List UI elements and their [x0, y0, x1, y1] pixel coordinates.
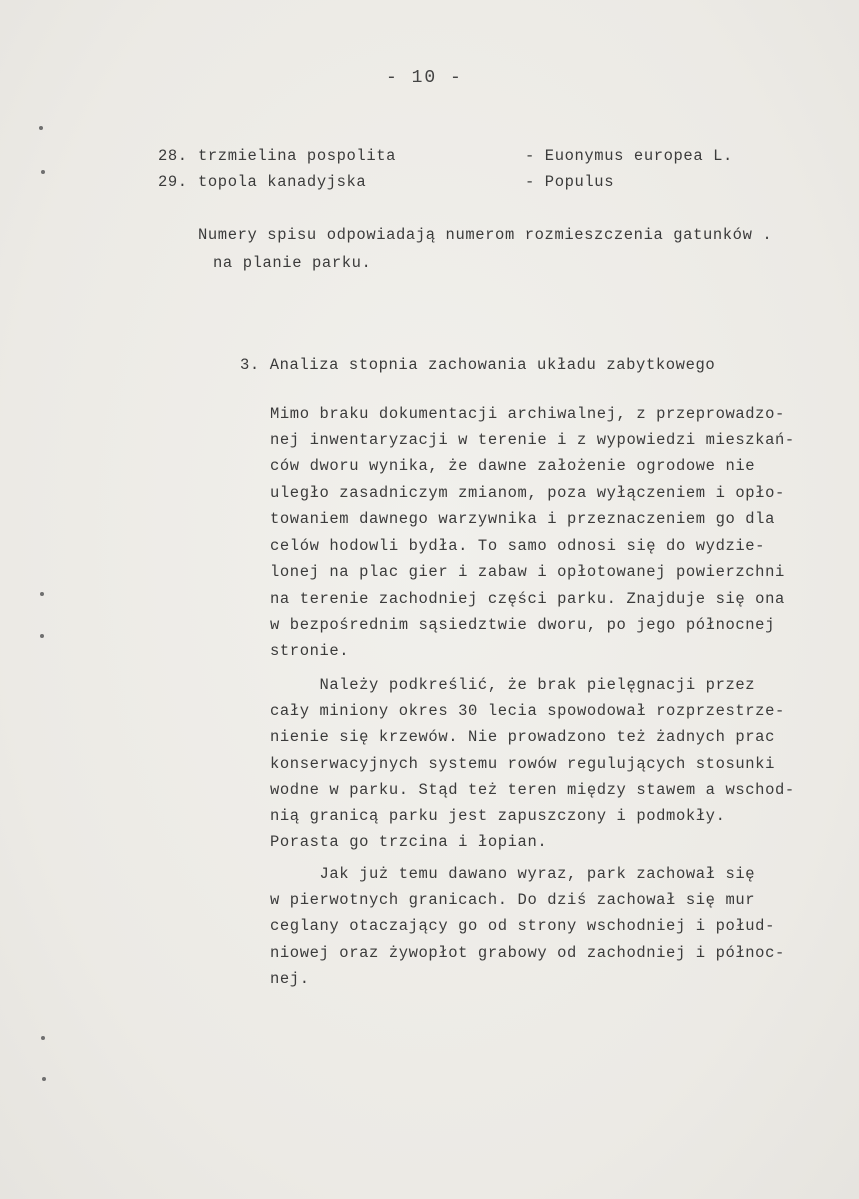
paragraph-line: Jak już temu dawano wyraz, park zachował się	[270, 865, 756, 883]
section-heading: 3. Analiza stopnia zachowania układu zabytkowego	[240, 356, 716, 374]
species-item-29	[0, 173, 859, 195]
binder-hole-mark	[42, 1077, 46, 1081]
species-number: 28.	[158, 147, 188, 165]
paragraph-line: Porasta go trzcina i łopian.	[270, 833, 548, 851]
paragraph-line: nienie się krzewów. Nie prowadzono też żadnych prac	[270, 728, 775, 746]
binder-hole-mark	[41, 170, 45, 174]
note-line: Numery spisu odpowiadają numerom rozmieszczenia gatunków .	[198, 226, 773, 244]
paragraph-line: nej.	[270, 970, 310, 988]
note-line: na planie parku.	[213, 254, 372, 272]
paragraph-line: cały miniony okres 30 lecia spowodował rozprzestrze-	[270, 702, 785, 720]
paragraph-line: konserwacyjnych systemu rowów regulujących stosunki	[270, 755, 775, 773]
binder-hole-mark	[40, 592, 44, 596]
paragraph-line: w bezpośrednim sąsiedztwie dworu, po jego północnej	[270, 616, 775, 634]
paragraph-line: Należy podkreślić, że brak pielęgnacji przez	[270, 676, 756, 694]
species-number: 29.	[158, 173, 188, 191]
species-polish-name: topola kanadyjska	[198, 173, 367, 191]
paragraph-line: Mimo braku dokumentacji archiwalnej, z przeprowadzo-	[270, 405, 785, 423]
paragraph-line: lonej na plac gier i zabaw i opłotowanej powierzchni	[270, 563, 785, 581]
species-item-28	[0, 147, 859, 169]
binder-hole-mark	[39, 126, 43, 130]
paragraph-line: celów hodowli bydła. To samo odnosi się do wydzie-	[270, 537, 766, 555]
paragraph-line: ców dworu wynika, że dawne założenie ogrodowe nie	[270, 457, 756, 475]
binder-hole-mark	[40, 634, 44, 638]
species-latin-name: - Euonymus europea L.	[525, 147, 733, 165]
paragraph-line: wodne w parku. Stąd też teren między stawem a wschod-	[270, 781, 795, 799]
paragraph-line: uległo zasadniczym zmianom, poza wyłączeniem i opło-	[270, 484, 785, 502]
paragraph-line: nią granicą parku jest zapuszczony i podmokły.	[270, 807, 726, 825]
paragraph-line: ceglany otaczający go od strony wschodniej i połud-	[270, 917, 775, 935]
paragraph-line: w pierwotnych granicach. Do dziś zachował się mur	[270, 891, 756, 909]
binder-hole-mark	[41, 1036, 45, 1040]
paragraph-line: na terenie zachodniej części parku. Znajduje się ona	[270, 590, 785, 608]
species-latin-name: - Populus	[525, 173, 615, 191]
page-number: - 10 -	[386, 68, 463, 88]
paragraph-line: stronie.	[270, 642, 350, 660]
paragraph-line: nej inwentaryzacji w terenie i z wypowiedzi mieszkań-	[270, 431, 795, 449]
species-polish-name: trzmielina pospolita	[198, 147, 397, 165]
paragraph-line: niowej oraz żywopłot grabowy od zachodniej i północ-	[270, 944, 785, 962]
paragraph-line: towaniem dawnego warzywnika i przeznaczeniem go dla	[270, 510, 775, 528]
